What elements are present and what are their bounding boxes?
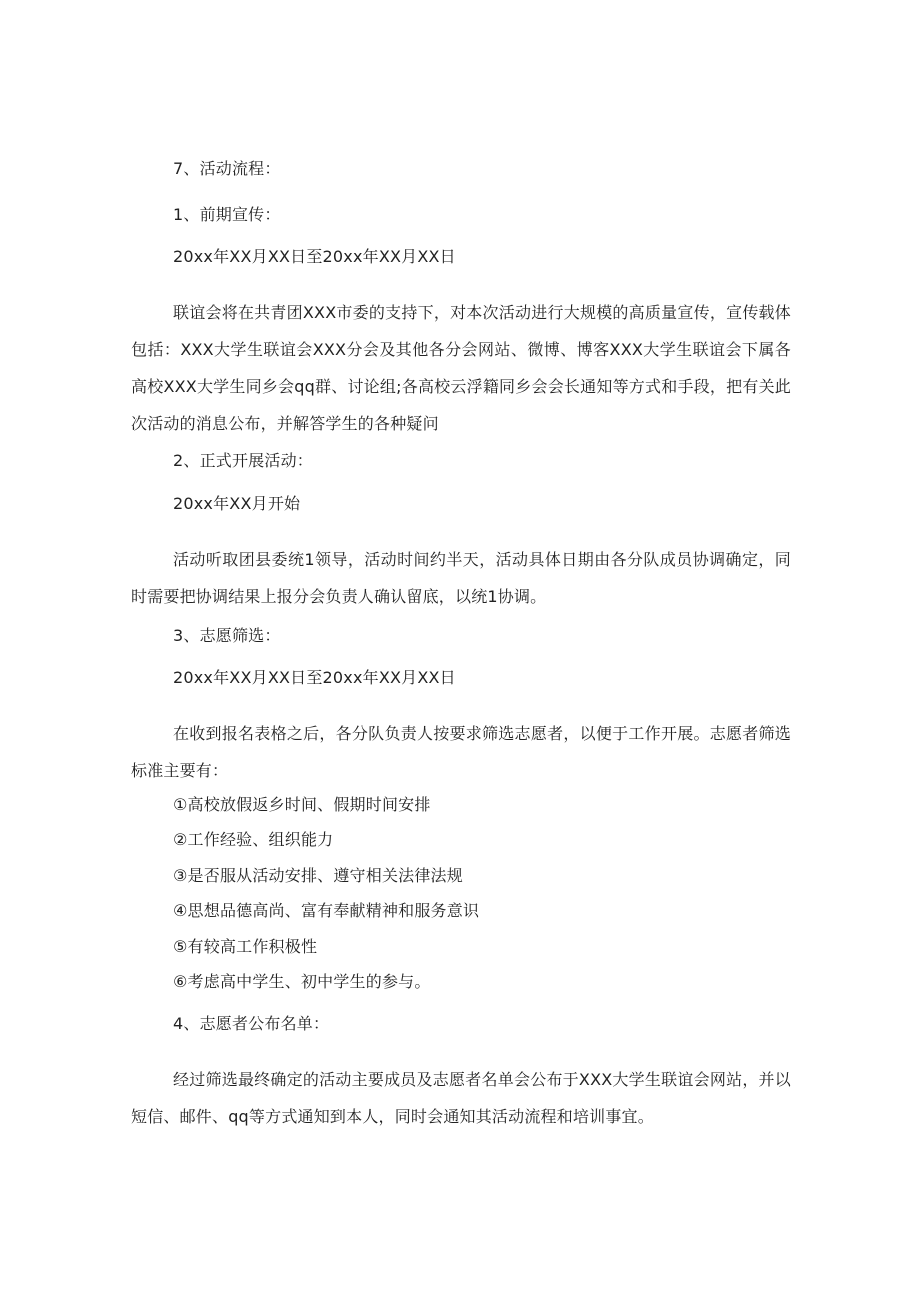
criteria-item: ①高校放假返乡时间、假期时间安排 [173,795,431,814]
paragraph-screening: 在收到报名表格之后，各分队负责人按要求筛选志愿者，以便于工作开展。志愿者筛选标准主要有： [131,724,791,780]
paragraph-publicity: 联谊会将在共青团XXX市委的支持下，对本次活动进行大规模的高质量宣传，宣传载体包括：XXX大学生联谊会XXX分会及其他各分会网站、微博、博客XXX大学生联谊会下属各高校XXX大学生同乡会qq群、讨论组;各高校云浮籍同乡会会长通知等方式和手段，把有关此次活动的消息公布，并解答学生的各种疑问 [131,303,791,433]
criteria-item: ⑤有较高工作积极性 [173,937,318,956]
phase-heading-launch: 2、正式开展活动： [173,451,313,470]
section-heading-activity-flow: 7、活动流程： [173,159,281,178]
criteria-item: ②工作经验、组织能力 [173,830,334,849]
paragraph-launch: 活动听取团县委统1领导，活动时间约半天，活动具体日期由各分队成员协调确定，同时需要把协调结果上报分会负责人确认留底，以统1协调。 [131,550,791,606]
phase-heading-publish-list: 4、志愿者公布名单： [173,1014,330,1033]
phase-heading-screening: 3、志愿筛选： [173,626,281,645]
phase-date-publicity: 20xx年XX月XX日至20xx年XX月XX日 [173,247,456,266]
criteria-item: ⑥考虑高中学生、初中学生的参与。 [173,972,431,991]
phase-heading-publicity: 1、前期宣传： [173,205,281,224]
criteria-item: ③是否服从活动安排、遵守相关法律法规 [173,866,463,885]
criteria-item: ④思想品德高尚、富有奉献精神和服务意识 [173,901,480,920]
paragraph-publish-list: 经过筛选最终确定的活动主要成员及志愿者名单会公布于XXX大学生联谊会网站，并以短信、邮件、qq等方式通知到本人，同时会通知其活动流程和培训事宜。 [131,1070,791,1126]
phase-date-launch: 20xx年XX月开始 [173,494,301,513]
phase-date-screening: 20xx年XX月XX日至20xx年XX月XX日 [173,668,456,687]
